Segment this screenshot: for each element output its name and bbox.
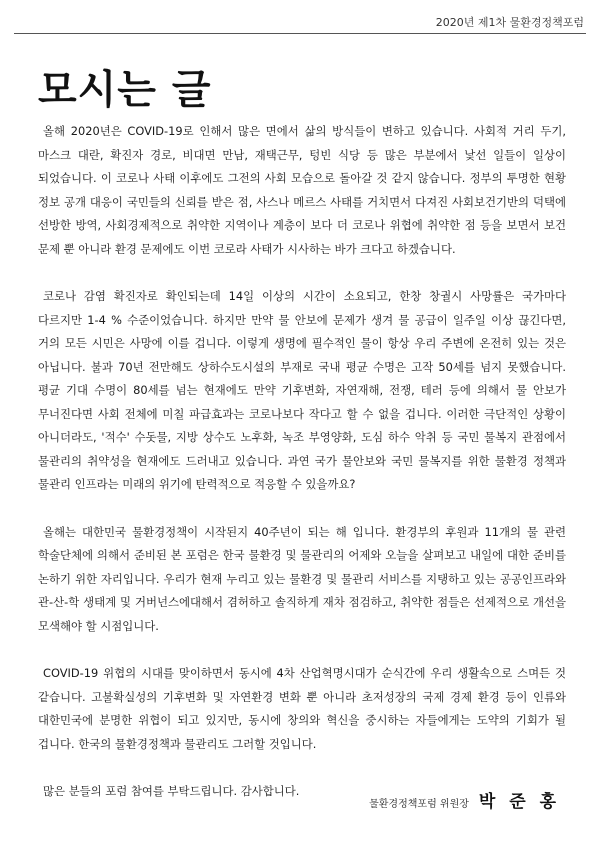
signature-name: 박 준 홍 — [478, 792, 560, 812]
paragraph-1: 올해 2020년은 COVID-19로 인해서 많은 면에서 삶의 방식들이 변하고 있습니다. 사회적 거리 두기, 마스크 대란, 확진자 경로, 비대면 만남, 재택근무, 텅빈 식당 등 많은 부분에서 낯선 일들이 일상이 되었습니다. 이 코로나 사태 이후에도 그전의 사회 모습으로 돌아갈 것 같지 않습니다. 정부의 투명한 현황 정보 공개 대응이 국민들의 신뢰를 받은 점, 사스나 메르스 사태를 거치면서 다져진 사회보건기반의 덕택에 선방한 방역, 사회경제적으로 취약한 지역이나 계층이 보다 더 코로나 위협에 취약한 점 등을 보면서 보건 문제 뿐 아니라 환경 문제에도 이번 코로라 사태가 시사하는 바가 크다고 하겠습니다. — [38, 124, 566, 256]
paragraph-3: 올해는 대한민국 물환경정책이 시작된지 40주년이 되는 해 입니다. 환경부의 후원과 11개의 물 관련 학술단체에 의해서 준비된 본 포럼은 한국 물환경 및 물관리의 어제와 오늘을 살펴보고 내일에 대한 준비를 논하기 위한 자리입니다. 우리가 현재 누리고 있는 물환경 및 물관리 서비스를 지탱하고 있는 공공인프라와 관-산-학 생태계 및 거버넌스에대해서 겸허하고 솔직하게 재차 점검하고, 취약한 점들은 선제적으로 개선을 모색해야 할 시점입니다. — [38, 524, 566, 633]
signature-role: 물환경정책포럼 위원장 — [369, 799, 469, 810]
paragraph-2: 코로나 감염 확진자로 확인되는데 14일 이상의 시간이 소요되고, 한창 창궐시 사망률은 국가마다 다르지만 1-4 % 수준이었습니다. 하지만 만약 물 안보에 문제가 생겨 물 공급이 일주일 이상 끊긴다면, 거의 모든 시민은 사망에 이를 겁니다. 이렇게 생명에 필수적인 물이 항상 우리 주변에 온전히 있는 것은 아닙니다. 불과 70년 전만해도 상하수도시설의 부재로 국내 평균 수명은 고작 50세를 넘지 못했습니다. 평균 기대 수명이 80세를 넘는 현재에도 만약 기후변화, 자연재해, 전쟁, 테러 등에 의해서 물 안보가 무너진다면 사회 전체에 미칠 파급효과는 코로나보다 작다고 할 수 없을 겁니다. 이러한 극단적인 상황이 아니더라도, '적수' 수돗물, 지방 상수도 노후화, 녹조 부영양화, 도심 하수 악취 등 국민 물복지 관점에서 물관리의 취약성을 현재에도 드러내고 있습니다. 과연 국가 물안보와 국민 물복지를 위한 물환경 정책과 물관리 인프라는 미래의 위기에 탄력적으로 적응할 수 있을까요? — [38, 289, 566, 491]
page-title: 모시는 글 — [38, 67, 212, 113]
signature-block — [369, 787, 560, 812]
header-divider — [14, 33, 586, 34]
paragraph-4: COVID-19 위협의 시대를 맞이하면서 동시에 4차 산업혁명시대가 순식간에 우리 생활속으로 스며든 것 같습니다. 고불확실성의 기후변화 및 자연환경 변화 뿐 아니라 초저성장의 국제 경제 환경 등이 인류와 대한민국에 분명한 위협이 되고 있지만, 동시에 창의와 혁신을 중시하는 자들에게는 도약의 기회가 될 겁니다. 한국의 물환경정책과 물관리도 그러할 것입니다. — [38, 666, 566, 751]
header-forum-title: 2020년 제1차 물환경정책포럼 — [435, 16, 584, 29]
letter-body — [38, 120, 566, 804]
paragraph-closing: 많은 분들의 포럼 참여를 부탁드립니다. 감사합니다. — [43, 784, 300, 798]
